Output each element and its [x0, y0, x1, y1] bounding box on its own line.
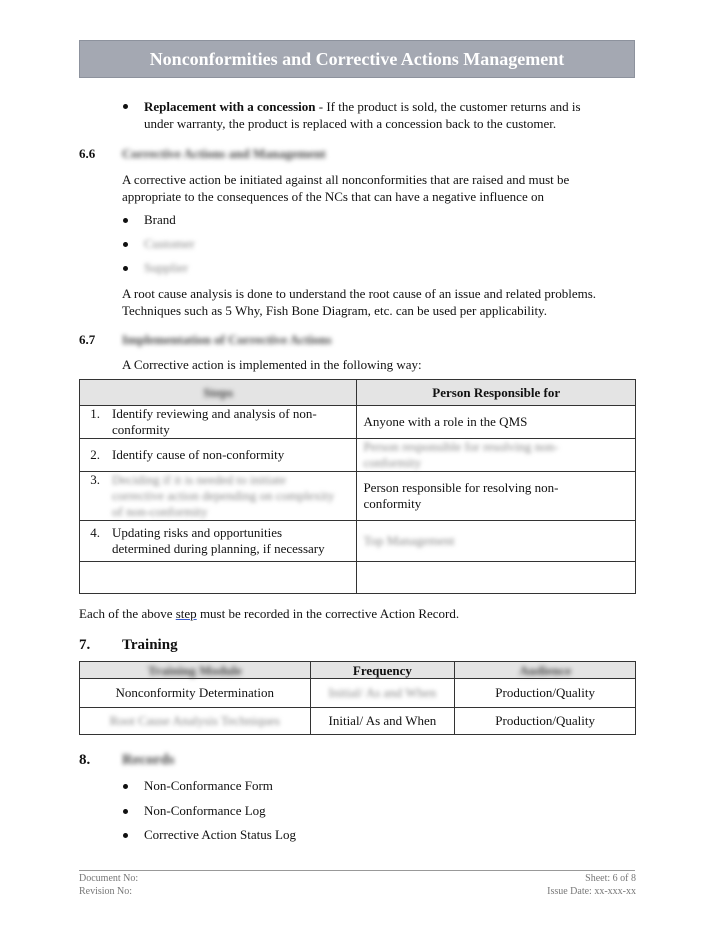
section-title: Training	[122, 637, 178, 653]
table-cell: 4. Updating risks and opportunities determined during planning, if necessary	[80, 521, 357, 562]
footer-issue-date: Issue Date: xx-xxx-xx	[547, 886, 636, 897]
footer-sheet: Sheet: 6 of 8	[585, 873, 636, 884]
column-header: Person Responsible for	[357, 380, 636, 406]
bullet-icon	[123, 266, 128, 271]
list-item-text: Non-Conformance Log	[144, 803, 266, 818]
list-item-text: Brand	[144, 212, 176, 227]
paragraph-line: A corrective action be initiated against all nonconformities that are raised and must be	[122, 172, 570, 187]
table-cell	[357, 562, 636, 594]
table-cell: Root Cause Analysis Techniques	[80, 708, 311, 735]
bullet-icon	[123, 242, 128, 247]
table-cell: Top Management	[357, 521, 636, 562]
section-number: 8.	[79, 752, 91, 768]
footer-revision-no: Revision No:	[79, 886, 133, 897]
list-item	[123, 98, 636, 132]
table-row	[80, 708, 636, 735]
section-title: Implementation of Corrective Actions	[122, 332, 332, 347]
table-row	[80, 439, 636, 472]
table-header-row	[80, 662, 636, 679]
table-cell: Production/Quality	[455, 679, 636, 708]
bullet-icon	[123, 833, 128, 838]
note-paragraph: Each of the above step must be recorded in the corrective Action Record.	[79, 606, 460, 621]
bullet-icon	[123, 104, 128, 109]
bullet-bold-label: Replacement with a concession	[144, 99, 316, 114]
paragraph	[122, 171, 636, 205]
bullet-text: - If the product is sold, the customer returns and is	[315, 99, 581, 114]
list-item-text: Supplier	[144, 260, 189, 275]
section-number: 6.6	[79, 146, 96, 161]
table-cell: Anyone with a role in the QMS	[357, 406, 636, 439]
footer-divider	[79, 870, 635, 871]
table-header-row	[80, 380, 636, 406]
list-item-text: Customer	[144, 236, 195, 251]
steps-table	[79, 379, 636, 594]
footer-document-no: Document No:	[79, 873, 139, 884]
column-header: Audience	[455, 662, 636, 679]
bullet-icon	[123, 218, 128, 223]
table-cell: Initial/ As and When	[310, 679, 455, 708]
list-item-text: Non-Conformance Form	[144, 778, 273, 793]
table-cell: 2. Identify cause of non-conformity	[80, 439, 357, 472]
column-header: Steps	[80, 380, 357, 406]
table-row	[80, 679, 636, 708]
table-row	[80, 472, 636, 521]
section-number: 7.	[79, 637, 91, 653]
bullet-text-continued: under warranty, the product is replaced with a concession back to the customer.	[144, 116, 557, 131]
table-cell: Person responsible for resolving non-conformity	[357, 472, 636, 521]
bullet-icon	[123, 784, 128, 789]
paragraph-line: appropriate to the consequences of the NCs that can have a negative influence on	[122, 189, 544, 204]
paragraph: A Corrective action is implemented in the following way:	[122, 357, 422, 372]
table-row	[80, 406, 636, 439]
column-header: Frequency	[310, 662, 455, 679]
table-row	[80, 521, 636, 562]
table-cell: Person responsible for resolving non-conformity	[357, 439, 636, 472]
bullet-icon	[123, 809, 128, 814]
column-header: Training Module	[80, 662, 311, 679]
table-cell: 3. Deciding if it is needed to initiate corrective action depending on complexity of non-conformity	[80, 472, 357, 521]
section-title: Records	[122, 752, 175, 768]
table-cell: 1. Identify reviewing and analysis of non-conformity	[80, 406, 357, 439]
table-cell: Production/Quality	[455, 708, 636, 735]
table-cell: Initial/ As and When	[310, 708, 455, 735]
list-item-text: Corrective Action Status Log	[144, 827, 297, 842]
section-number: 6.7	[79, 332, 96, 347]
paragraph-line: A root cause analysis is done to understand the root cause of an issue and related problems.	[122, 286, 597, 301]
page-title: Nonconformities and Corrective Actions Management	[79, 40, 635, 78]
paragraph	[122, 285, 636, 319]
paragraph-line: Techniques such as 5 Why, Fish Bone Diagram, etc. can be used per applicability.	[122, 303, 547, 318]
section-title: Corrective Actions and Management	[122, 146, 326, 161]
table-cell	[80, 562, 357, 594]
training-table	[79, 661, 636, 735]
table-row	[80, 562, 636, 594]
table-cell: Nonconformity Determination	[80, 679, 311, 708]
